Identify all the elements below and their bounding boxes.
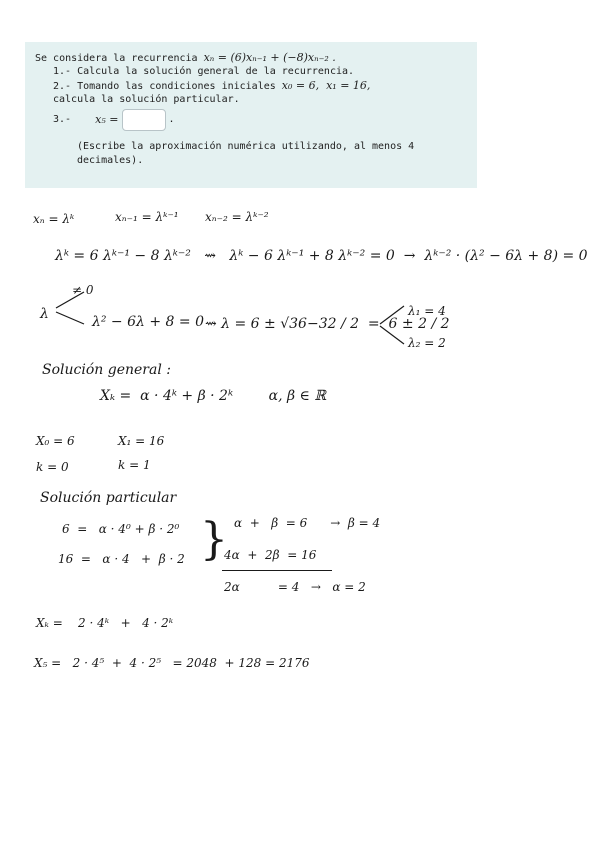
root-1: λ₁ = 4 (408, 304, 446, 318)
system-brace: } (200, 514, 228, 565)
reduced-eq-2: 4α + 2β = 16 (224, 548, 317, 562)
branch-arrows (54, 288, 94, 328)
problem-item-2-cont: calcula la solución particular. (53, 94, 240, 105)
characteristic-equation: λᵏ = 6 λᵏ⁻¹ − 8 λᵏ⁻² ⇝ λᵏ − 6 λᵏ⁻¹ + 8 λᵏ⁻² = 0 → λᵏ⁻² · (λ² − 6λ + 8) = 0 (55, 248, 588, 264)
problem-item-1: 1.- Calcula la solución general de la recurrencia. (53, 66, 355, 77)
quadratic-equation: λ² − 6λ + 8 = 0 (92, 314, 204, 330)
index-k1: k = 1 (118, 458, 151, 472)
particular-solution: Xₖ = 2 · 4ᵏ + 4 · 2ᵏ (36, 616, 174, 630)
system-eq-1: 6 = α · 4⁰ + β · 2⁰ (62, 522, 180, 536)
system-eq-2: 16 = α · 4 + β · 2 (58, 552, 185, 566)
root-arrows (378, 300, 408, 350)
reduced-eq-1: α + β = 6 → β = 4 (234, 516, 381, 530)
reduced-eq-3: 2α = 4 → α = 2 (224, 580, 366, 594)
condition-x0: X₀ = 6 (36, 434, 75, 448)
general-solution-title: Solución general : (42, 362, 171, 378)
particular-solution-title: Solución particular (40, 490, 177, 506)
item2-text: 2.- Tomando las condiciones iniciales (53, 81, 282, 92)
lambda-symbol: λ (40, 306, 49, 322)
general-solution: Xₖ = α · 4ᵏ + β · 2ᵏ α, β ∈ ℝ (100, 388, 327, 404)
def-xn2: xₙ₋₂ = λᵏ⁻² (205, 210, 269, 224)
root-2: λ₂ = 2 (408, 336, 446, 350)
lambda-nonzero: ≠ 0 (72, 283, 94, 297)
x5-computation: X₅ = 2 · 4⁵ + 4 · 2⁵ = 2048 + 128 = 2176 (34, 656, 310, 670)
intro-text: Se considera la recurrencia (35, 53, 204, 64)
def-xn: xₙ = λᵏ (33, 212, 75, 226)
quadratic-formula: ⇝ λ = 6 ± √36−32 / 2 = 6 ± 2 / 2 (205, 316, 450, 332)
item3-label: 3.- (53, 114, 96, 125)
recurrence-formula: xₙ = (6)xₙ₋₁ + (−8)xₙ₋₂ . (203, 51, 336, 64)
decimal-hint: (Escribe la aproximación numérica utilizando, al menos 4 decimales). (77, 141, 415, 166)
condition-x1: X₁ = 16 (118, 434, 165, 448)
def-xn1: xₙ₋₁ = λᵏ⁻¹ (115, 210, 179, 224)
item3-period: . (168, 114, 175, 125)
initial-conditions: x₀ = 6, x₁ = 16, (281, 79, 371, 92)
index-k0: k = 0 (36, 460, 69, 474)
sum-line (222, 570, 332, 571)
item3-math: x₅ = (95, 113, 119, 126)
